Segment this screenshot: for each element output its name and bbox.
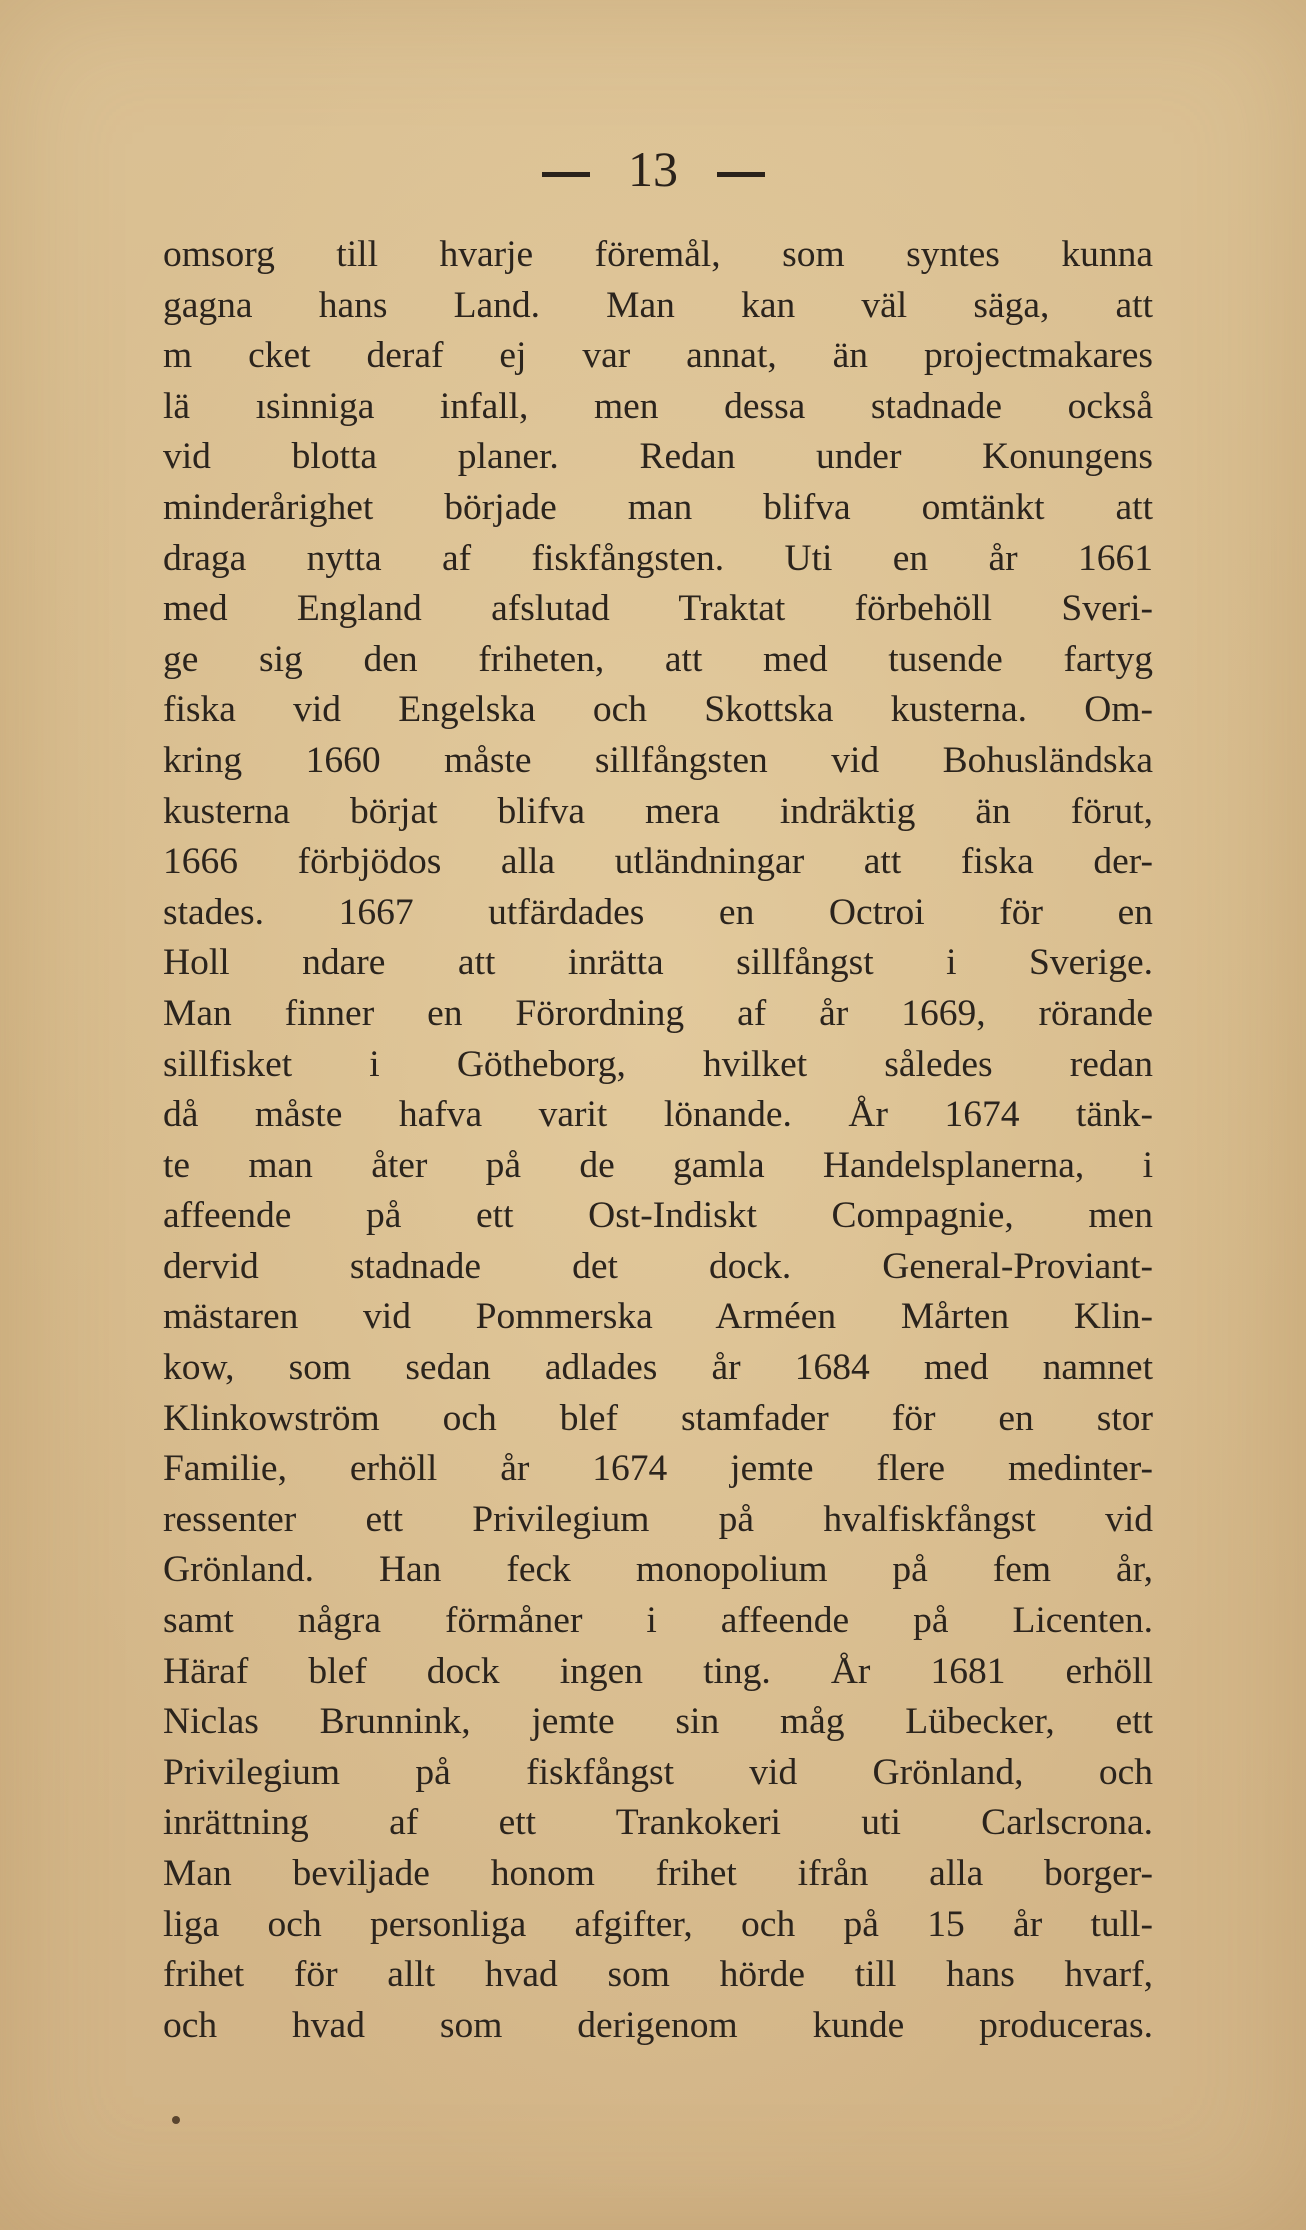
text-line: Klinkowström och blef stamfader för en stor: [163, 1397, 1153, 1439]
left-ornament-dash: [542, 172, 590, 177]
text-line: Man beviljade honom frihet ifrån alla borger-: [163, 1853, 1153, 1894]
text-line: ressenter ett Privilegium på hvalfiskfångst vid: [163, 1498, 1153, 1540]
text-line: affeende på ett Ost-Indiskt Compagnie, men: [163, 1195, 1153, 1237]
text-line: omsorg till hvarje föremål, som syntes kunna: [163, 234, 1153, 275]
text-line: sillfisket i Götheborg, hvilket således redan: [163, 1043, 1153, 1085]
text-line: fiska vid Engelska och Skottska kusterna. Om-: [163, 689, 1153, 731]
ink-speck: [172, 2116, 180, 2124]
text-line: Holl ndare att inrätta sillfångst i Sverige.: [163, 942, 1153, 984]
text-line: med England afslutad Traktat förbehöll Sveri-: [163, 588, 1153, 630]
text-line: minderårighet började man blifva omtänkt att: [163, 486, 1153, 528]
text-line: frihet för allt hvad som hörde till hans hvarf,: [163, 1954, 1153, 1996]
text-line: gagna hans Land. Man kan väl säga, att: [163, 284, 1153, 326]
text-line: lä ısinniga infall, men dessa stadnade också: [163, 385, 1153, 427]
text-line: dervid stadnade det dock. General-Proviant-: [163, 1245, 1153, 1287]
text-line: Niclas Brunnink, jemte sin måg Lübecker, ett: [163, 1701, 1153, 1743]
text-line: Familie, erhöll år 1674 jemte flere medinter-: [163, 1448, 1153, 1490]
text-line: m cket deraf ej var annat, än projectmakares: [163, 335, 1153, 377]
text-line: ge sig den friheten, att med tusende fartyg: [163, 638, 1153, 680]
text-line: Man finner en Förordning af år 1669, rörande: [163, 992, 1153, 1034]
text-line: Grönland. Han feck monopolium på fem år,: [163, 1549, 1153, 1591]
right-ornament-dash: [717, 172, 765, 177]
text-line: draga nytta af fiskfångsten. Uti en år 1661: [163, 537, 1153, 579]
page-header: [0, 140, 1306, 198]
text-line: 1666 förbjödos alla utländningar att fiska der-: [163, 841, 1153, 883]
text-line: te man åter på de gamla Handelsplanerna, i: [163, 1144, 1153, 1186]
text-line: inrättning af ett Trankokeri uti Carlscrona.: [163, 1802, 1153, 1844]
text-line: mästaren vid Pommerska Arméen Mårten Klin-: [163, 1296, 1153, 1338]
text-line: då måste hafva varit lönande. År 1674 tänk-: [163, 1094, 1153, 1136]
text-line: stades. 1667 utfärdades en Octroi för en: [163, 891, 1153, 933]
text-line: kow, som sedan adlades år 1684 med namnet: [163, 1347, 1153, 1389]
body-text: [163, 230, 1153, 2051]
text-line: samt några förmåner i affeende på Licenten.: [163, 1600, 1153, 1642]
text-line: vid blotta planer. Redan under Konungens: [163, 436, 1153, 478]
text-line: liga och personliga afgifter, och på 15 år tull-: [163, 1903, 1153, 1945]
text-line: kring 1660 måste sillfångsten vid Bohusländska: [163, 739, 1153, 781]
text-line: kusterna börjat blifva mera indräktig än förut,: [163, 790, 1153, 832]
text-line: Privilegium på fiskfångst vid Grönland, och: [163, 1751, 1153, 1793]
text-line: och hvad som derigenom kunde produceras.: [163, 2004, 1153, 2046]
text-line: Häraf blef dock ingen ting. År 1681 erhöll: [163, 1650, 1153, 1692]
page-number: 13: [628, 141, 678, 197]
